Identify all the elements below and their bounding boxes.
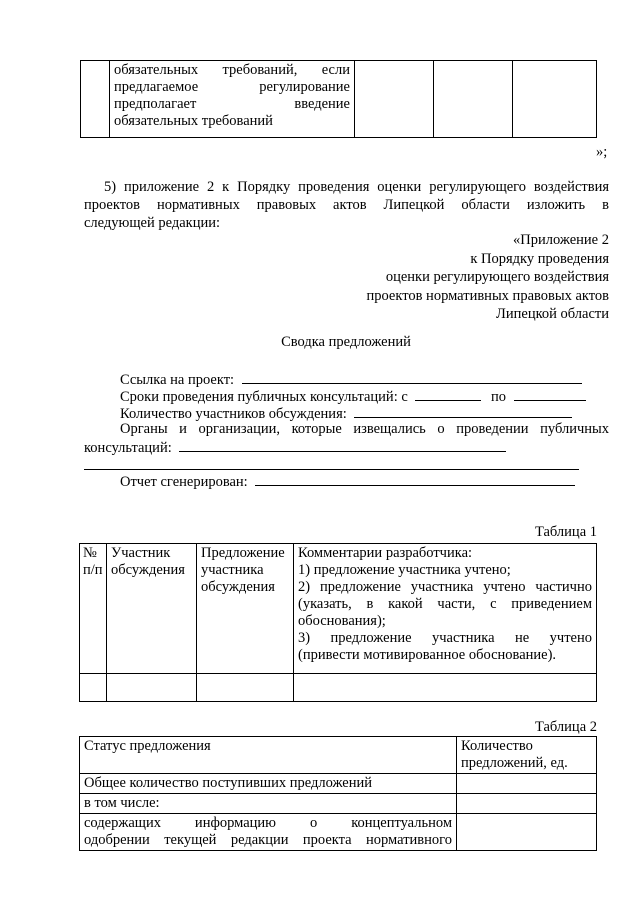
paragraph5-line2: проектов нормативных правовых актов Липецкой области изложить в (84, 197, 609, 213)
closing-quote: »; (596, 144, 608, 160)
paragraph5-line3: следующей редакции: (84, 215, 221, 231)
orgs-line2-label: консультаций: (84, 440, 172, 456)
appendix-line: к Порядку проведения (470, 250, 609, 267)
appendix-line: «Приложение 2 (513, 232, 609, 248)
top-table-line: предполагает введение (114, 96, 350, 112)
paragraph5-line1: 5) приложение 2 к Порядку проведения оценки регулирующего воздействия (104, 179, 609, 195)
table1-header-proposal: Предложение участника обсуждения (197, 544, 294, 674)
table2-caption: Таблица 2 (534, 719, 597, 735)
table1-header-participant: Участник обсуждения (107, 544, 197, 674)
summary-title: Сводка предложений (281, 334, 411, 350)
top-table-cell (434, 61, 513, 138)
table1-cell[interactable] (107, 674, 197, 702)
table1-header-comments: Комментарии разработчика: 1) предложение участника учтено; 2) предложение участника учтено частично (указать, в какой части, с приведением обоснования); 3) предложение участника не учтено (привести мотивированное обоснование). (294, 544, 597, 674)
participants-field[interactable] (354, 404, 572, 418)
table2-header-count: Количество предложений, ед. (457, 737, 597, 774)
top-table-text-cell (110, 61, 355, 138)
report-generated-label: Отчет сгенерирован: (120, 474, 248, 490)
table1 (79, 543, 597, 702)
project-link-field[interactable] (242, 370, 582, 384)
top-table-num-cell (81, 61, 110, 138)
table1-cell[interactable] (197, 674, 294, 702)
table2-row-value[interactable] (457, 794, 597, 814)
report-generated-field[interactable] (255, 472, 575, 486)
appendix-line: Липецкой области (496, 306, 609, 322)
appendix-line: оценки регулирующего воздействия (385, 269, 609, 285)
top-table-line: предлагаемое регулирование (114, 79, 350, 95)
appendix-line: проектов нормативных правовых актов (366, 287, 609, 304)
orgs-field-line[interactable] (84, 469, 579, 470)
table1-cell[interactable] (80, 674, 107, 702)
table2 (79, 736, 597, 851)
table2-row-label: содержащих информацию о концептуальном одобрении текущей редакции проекта нормативного (80, 814, 457, 851)
consult-end-field[interactable] (514, 387, 586, 401)
table2-row-label: в том числе: (80, 794, 457, 814)
top-table-cell (513, 61, 597, 138)
top-table-cell (355, 61, 434, 138)
top-table-line: обязательных требований (114, 113, 273, 129)
consult-dates-label: Сроки проведения публичных консультаций: с (120, 389, 408, 405)
table2-row-value[interactable] (457, 814, 597, 851)
participants-label: Количество участников обсуждения: (120, 406, 347, 422)
top-table (80, 60, 597, 138)
orgs-field[interactable] (179, 438, 506, 452)
table2-row-value[interactable] (457, 774, 597, 794)
table1-cell[interactable] (294, 674, 597, 702)
top-table-line: обязательных требований, если (114, 62, 350, 78)
table2-row-label: Общее количество поступивших предложений (80, 774, 457, 794)
table1-header-num: № п/п (80, 544, 107, 674)
orgs-line1: Органы и организации, которые извещались о проведении публичных (120, 421, 609, 437)
project-link-label: Ссылка на проект: (120, 372, 235, 388)
table2-header-status: Статус предложения (80, 737, 457, 774)
consult-to-label: по (491, 389, 507, 405)
table1-caption: Таблица 1 (534, 524, 597, 540)
consult-start-field[interactable] (415, 387, 481, 401)
